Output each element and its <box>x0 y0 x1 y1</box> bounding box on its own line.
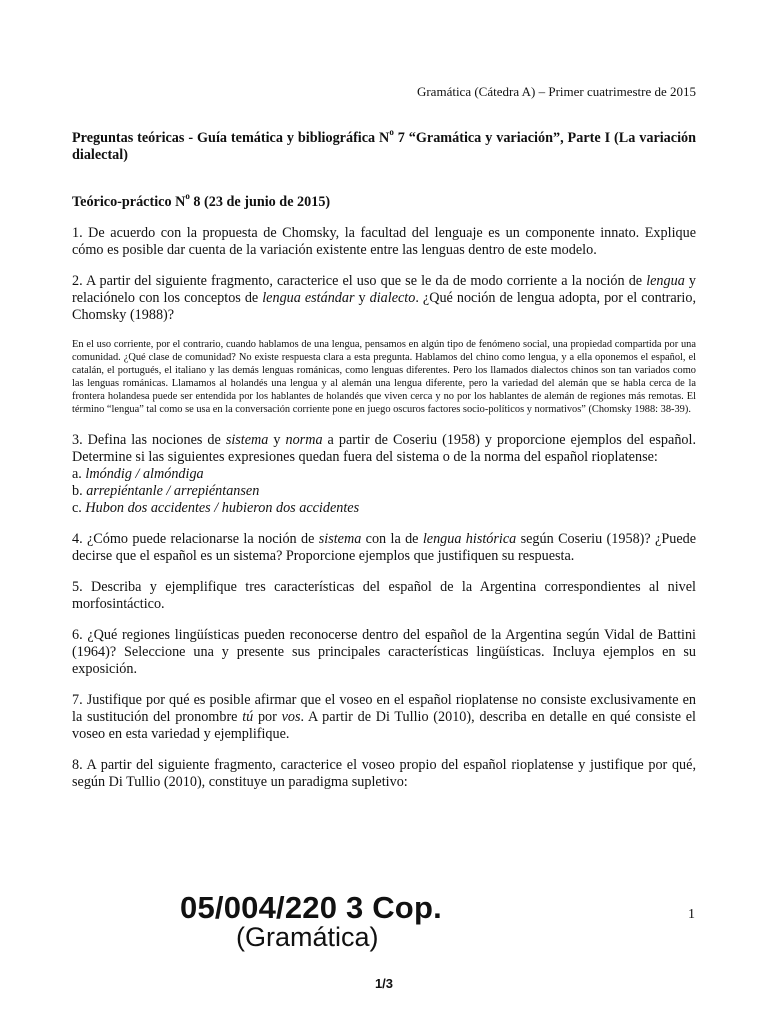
question-6: 6. ¿Qué regiones lingüísticas pueden reconocerse dentro del español de la Argentina según Vidal de Battini (1964)? Seleccione una y presente sus principales características lingüísticas. Incluya ejemplos en su exposición. <box>72 627 696 677</box>
question-2 <box>72 273 696 324</box>
q4-italic-1: sistema <box>318 531 362 547</box>
q3-italic-1: sistema <box>225 432 269 448</box>
question-3 <box>72 432 696 517</box>
list-item-text: lmóndig / almóndiga <box>85 466 204 482</box>
q2-italic-2: lengua estándar <box>262 290 355 306</box>
title-text: Preguntas teóricas - Guía temática y bibliográfica N <box>72 130 390 146</box>
title-superscript: o <box>389 127 394 138</box>
list-item <box>72 500 696 517</box>
subtitle-superscript: o <box>185 191 190 202</box>
list-item-label: a. <box>72 466 86 482</box>
subject-stamp: (Gramática) <box>236 922 379 952</box>
q3-text-a: 3. Defina las nociones de <box>72 432 226 448</box>
list-item-text: Hubon dos accidentes / hubieron dos accidentes <box>85 500 360 516</box>
document-body <box>72 127 697 805</box>
list-item-label: b. <box>72 483 87 499</box>
subtitle-text: Teórico-práctico N <box>72 194 186 210</box>
chomsky-quote: En el uso corriente, por el contrario, cuando hablamos de una lengua, pensamos en algún tipo de fenómeno social, una propiedad compartida por una comunidad. ¿Qué clase de comunidad? No existe respuesta clara a esta pregunta. Hablamos del chino como lengua, y a ella oponemos el español, el catalán, el portugués, el italiano y las demás lenguas románicas, como lenguas diferentes. Pero los llamados dialectos chinos son tan variados como las lenguas románicas. Llamamos al holandés una lengua y al alemán una lengua diferente, pero la variedad del alemán que se habla cerca de la frontera holandesa puede ser entendida por los hablantes de holandés que viven cerca y no por los hablantes de alemán de regiones más remotas. El término “lengua” tal como se usa en la conversación corriente pone en juego oscuros factores socio-políticos y normativos” (Chomsky 1988: 38-39). <box>72 339 696 415</box>
question-4 <box>72 531 696 565</box>
q4-text-c: según Coseriu (1958)? ¿Puede decirse que el español es un sistema? Proporcione ejemplos que justifiquen su respuesta. <box>72 531 697 564</box>
question-1: 1. De acuerdo con la propuesta de Chomsky, la facultad del lenguaje es un componente innato. Explique cómo es posible dar cuenta de la variación existente entre las lenguas dentro de este modelo. <box>72 225 696 258</box>
list-item <box>72 466 696 483</box>
title-text-rest: 7 “Gramática y variación”, Parte I (La variación dialectal) <box>72 130 696 163</box>
q2-text-c: y <box>354 290 370 306</box>
q7-text-c: . A partir de Di Tullio (2010), describa en detalle en qué consiste el voseo en esta variedad y ejemplifique. <box>72 709 696 742</box>
q7-text-a: 7. Justifique por qué es posible afirmar que el voseo en el español rioplatense no consiste exclusivamente en la sustitución del pronombre <box>72 692 696 725</box>
q7-italic-2: vos <box>281 709 301 725</box>
question-5: 5. Describa y ejemplifique tres características del español de la Argentina correspondientes al nivel morfosintáctico. <box>72 579 696 612</box>
q4-text-b: con la de <box>361 531 423 547</box>
q2-text-b: y relaciónelo con los conceptos de <box>72 273 696 306</box>
subtitle-text-rest: 8 (23 de junio de 2015) <box>189 194 331 210</box>
q7-italic-1: tú <box>242 709 254 725</box>
list-item-label: c. <box>72 500 86 516</box>
list-item <box>72 483 696 500</box>
q3-text-c: a partir de Coseriu (1958) y proporcione ejemplos del español. Determine si las siguientes expresiones quedan fuera del sistema o de la norma del español rioplatense: <box>72 432 696 465</box>
q3-text-b: y <box>268 432 286 448</box>
page-number: 1 <box>688 907 695 922</box>
q2-text-d: . ¿Qué noción de lengua adopta, por el contrario, Chomsky (1988)? <box>72 290 696 323</box>
section-subtitle <box>72 191 696 211</box>
q2-italic-3: dialecto <box>369 290 416 306</box>
q2-text-a: 2. A partir del siguiente fragmento, caracterice el uso que se le da de modo corriente a la noción de <box>72 273 647 289</box>
page-counter: 1/3 <box>374 976 394 991</box>
q4-italic-2: lengua histórica <box>422 531 517 547</box>
question-8: 8. A partir del siguiente fragmento, caracterice el voseo propio del español rioplatense y justifique por qué, según Di Tullio (2010), constituye un paradigma supletivo: <box>72 757 696 790</box>
q7-text-b: por <box>253 709 282 725</box>
q4-text-a: 4. ¿Cómo puede relacionarse la noción de <box>72 531 319 547</box>
list-item-text: arrepiéntanle / arrepiéntansen <box>86 483 260 499</box>
document-title <box>72 127 696 164</box>
copy-code-stamp: 05/004/220 3 Cop. <box>180 890 442 925</box>
running-header: Gramática (Cátedra A) – Primer cuatrimestre de 2015 <box>416 84 696 99</box>
q2-italic-1: lengua <box>646 273 685 289</box>
question-7 <box>72 692 696 743</box>
q3-italic-2: norma <box>285 432 323 448</box>
